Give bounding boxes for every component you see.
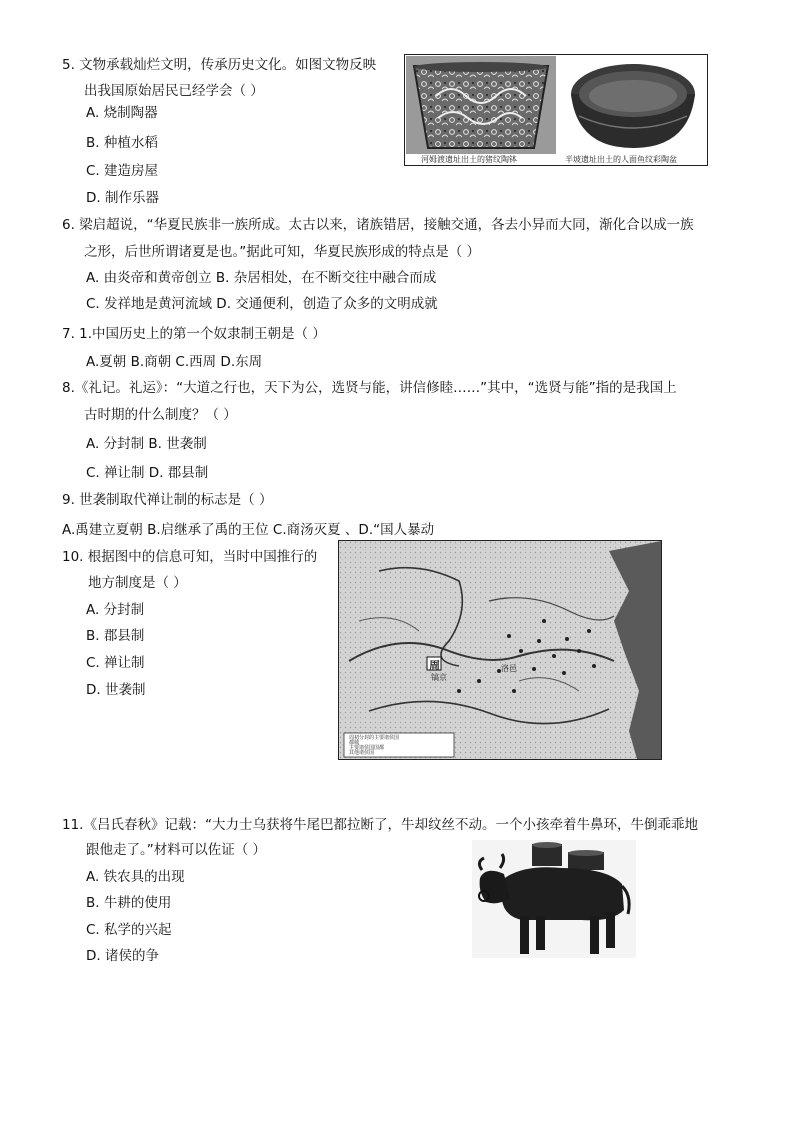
map-legend-item-2: 都城 (349, 740, 360, 746)
q9-options: A.禹建立夏朝 B.启继承了禹的王位 C.商汤灭夏 、D.“国人暴动 (62, 522, 435, 538)
q5-caption-left: 河姆渡遗址出土的猪纹陶钵 (421, 155, 517, 164)
q11-figure (472, 840, 636, 958)
q5-option-d: D. 制作乐器 (86, 190, 159, 206)
q8-options-cd: C. 禅让制 D. 郡县制 (86, 465, 209, 481)
q8-stem-line2: 古时期的什么制度？（ ） (84, 407, 237, 423)
q8-stem-line1: 8.《礼记。礼运》：“大道之行也，天下为公，选贤与能，讲信修睦……”其中，“选贤与能”指的是我国上 (62, 380, 677, 396)
map-label-capital: 周 (429, 659, 440, 672)
map-legend-item-1: 周初分封的主要诸侯国 (349, 735, 400, 741)
q11-option-d: D. 诸侯的争 (86, 948, 159, 964)
q8-options-ab: A. 分封制 B. 世袭制 (86, 436, 207, 452)
q5-figure (404, 54, 708, 166)
q11-option-b: B. 牛耕的使用 (86, 895, 172, 911)
zhou-feudal-map (339, 541, 661, 759)
map-legend-item-3: 主要诸侯国国都 (349, 745, 385, 751)
q6-options-ab: A. 由炎帝和黄帝创立 B. 杂居相处，在不断交往中融合而成 (86, 270, 437, 286)
q10-option-c: C. 禅让制 (86, 655, 145, 671)
q5-option-c: C. 建造房屋 (86, 163, 159, 179)
bronze-ox-statue-image (472, 840, 636, 958)
map-label-haojing: 镐京 (431, 673, 447, 682)
q6-stem-line2: 之形，后世所谓诸夏是也。”据此可知，华夏民族形成的特点是（ ） (84, 244, 481, 260)
map-label-luoyi: 洛邑 (501, 664, 517, 673)
q5-option-b: B. 种植水稻 (86, 135, 158, 151)
q5-stem-line2: 出我国原始居民已经学会（ ） (84, 83, 264, 99)
map-legend-item-4: 其他诸侯国 (349, 750, 375, 756)
q10-option-d: D. 世袭制 (86, 682, 146, 698)
q6-options-cd: C. 发祥地是黄河流域 D. 交通便利，创造了众多的文明成就 (86, 296, 438, 312)
q9-stem: 9. 世袭制取代禅让制的标志是（ ） (62, 492, 273, 508)
q10-stem-line1: 10. 根据图中的信息可知，当时中国推行的 (62, 549, 318, 565)
q5-stem-line1: 5. 文物承载灿烂文明，传承历史文化。如图文物反映 (62, 57, 377, 73)
q6-stem-line1: 6. 梁启超说，“华夏民族非一族所成。太古以来，诸族错居，接触交通，各去小异而大同，渐化合以成一族 (62, 217, 694, 233)
q11-option-c: C. 私学的兴起 (86, 922, 172, 938)
q7-options: A.夏朝 B.商朝 C.西周 D.东周 (86, 354, 263, 370)
q11-stem-line2: 跟他走了。”材料可以佐证（ ） (86, 842, 267, 858)
q7-stem: 7. 1.中国历史上的第一个奴隶制王朝是（ ） (62, 326, 326, 342)
q10-map-figure (338, 540, 662, 760)
q5-option-a: A. 烧制陶器 (86, 105, 158, 121)
q10-option-a: A. 分封制 (86, 602, 145, 618)
q5-caption-right: 半坡遗址出土的人面鱼纹彩陶盆 (565, 155, 677, 164)
q10-option-b: B. 郡县制 (86, 628, 145, 644)
q10-stem-line2: 地方制度是（ ） (88, 575, 187, 591)
q11-option-a: A. 铁农具的出现 (86, 869, 185, 885)
pottery-bowl-pig-pattern-image (406, 56, 556, 154)
q11-stem-line1: 11.《吕氏春秋》记载：“大力士乌获将牛尾巴都拉断了，牛却纹丝不动。一个小孩牵着牛鼻环，牛倒乖乖地 (62, 817, 698, 833)
painted-pottery-basin-image (559, 56, 707, 154)
